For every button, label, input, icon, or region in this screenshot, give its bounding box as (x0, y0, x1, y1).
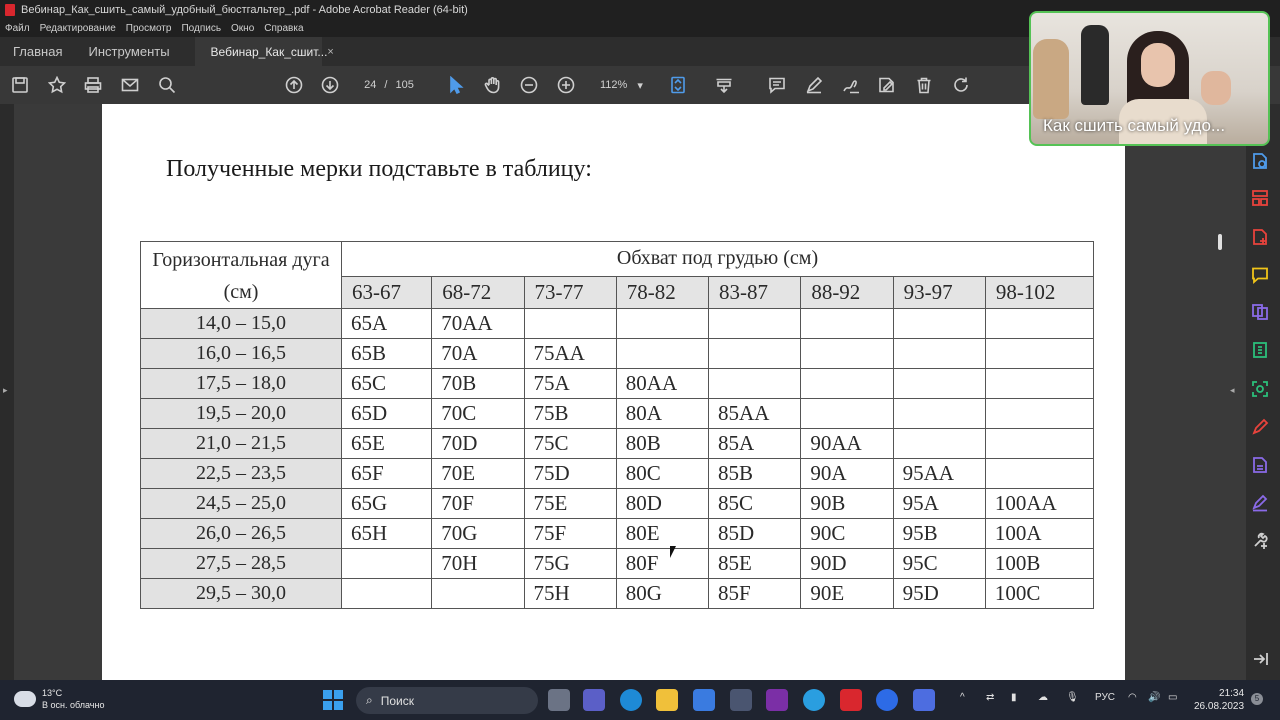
screen-tool-icon[interactable] (913, 689, 935, 711)
window-title: Вебинар_Как_сшить_самый_удобный_бюстгальтер_.pdf - Adobe Acrobat Reader (64-bit) (21, 4, 468, 16)
tray-audio-mixer-icon[interactable]: ▮ (1011, 692, 1017, 703)
highlight-icon[interactable] (804, 75, 824, 95)
menu-sign[interactable]: Подпись (181, 23, 222, 34)
table-cell: 95B (893, 519, 985, 549)
zoom-in-icon[interactable] (556, 75, 576, 95)
table-cell: 70AA (432, 309, 524, 339)
table-cell (893, 369, 985, 399)
table-cell: 65C (342, 369, 432, 399)
table-cell: 85AA (709, 399, 801, 429)
zoom-dropdown[interactable] (590, 75, 648, 95)
create-pdf-icon[interactable] (1251, 228, 1271, 248)
acrobat-app-icon (5, 4, 15, 16)
table-cell (893, 339, 985, 369)
table-row (141, 399, 1094, 429)
tab-document[interactable] (195, 37, 334, 66)
table-cell (801, 399, 893, 429)
windows-taskbar (0, 680, 1280, 720)
table-row (141, 429, 1094, 459)
edge-icon[interactable] (620, 689, 642, 711)
table-cell: 95C (893, 549, 985, 579)
sign-icon[interactable] (841, 75, 861, 95)
presenter-hand (1201, 71, 1231, 105)
table-row (141, 459, 1094, 489)
table-cell: 90E (801, 579, 893, 609)
column-header: 88-92 (801, 276, 893, 308)
edit-pdf-icon[interactable] (877, 75, 897, 95)
webcam-caption: Как сшить самый удо... (1043, 116, 1226, 135)
chevron-down-icon: ▾ (637, 79, 643, 92)
row-header: 21,0 – 21,5 (141, 429, 342, 459)
hand-tool-icon[interactable] (483, 75, 503, 95)
star-icon[interactable] (47, 75, 67, 95)
taskbar-search[interactable] (356, 687, 538, 714)
teams-icon[interactable] (583, 689, 605, 711)
column-header: 78-82 (616, 276, 708, 308)
table-cell: 75D (524, 459, 616, 489)
column-header: 83-87 (709, 276, 801, 308)
table-cell: 75B (524, 399, 616, 429)
table-row (141, 309, 1094, 339)
acrobat-taskbar-icon[interactable] (840, 689, 862, 711)
system-clock[interactable] (1194, 687, 1244, 713)
language-indicator[interactable]: РУС (1095, 692, 1116, 703)
table-cell: 65H (342, 519, 432, 549)
mouse-cursor (670, 546, 676, 558)
tray-cloud-icon[interactable]: ☁ (1038, 692, 1048, 703)
table-cell (709, 309, 801, 339)
tab-tools[interactable]: Инструменты (88, 44, 170, 59)
row-header: 22,5 – 23,5 (141, 459, 342, 489)
table-cell: 65F (342, 459, 432, 489)
task-view-icon[interactable] (548, 689, 570, 711)
mannequin-image (1033, 39, 1069, 119)
table-cell: 75C (524, 429, 616, 459)
pdf-page (102, 104, 1125, 680)
search-label: Поиск (380, 693, 414, 708)
zoom-value: 112% (600, 79, 628, 91)
table-cell: 75G (524, 549, 616, 579)
menu-help[interactable]: Справка (264, 23, 304, 34)
row-header: 16,0 – 16,5 (141, 339, 342, 369)
table-cell (985, 339, 1093, 369)
mannequin-image (1081, 25, 1109, 105)
table-cell (893, 429, 985, 459)
telegram-icon[interactable] (803, 689, 825, 711)
table-cell: 85D (709, 519, 801, 549)
row-header: 24,5 – 25,0 (141, 489, 342, 519)
table-cell: 80E (616, 519, 708, 549)
request-signature-icon[interactable] (1251, 494, 1271, 514)
page-total: 105 (395, 79, 414, 91)
row-header: 29,5 – 30,0 (141, 579, 342, 609)
table-cell: 90A (801, 459, 893, 489)
size-table (140, 241, 1094, 609)
table-cell: 85C (709, 489, 801, 519)
tray-overflow-icon[interactable]: ^ (960, 692, 965, 703)
protect-pdf-icon[interactable] (1251, 456, 1271, 476)
table-cell: 85E (709, 549, 801, 579)
table-cell: 70D (432, 429, 524, 459)
column-header: 68-72 (432, 276, 524, 308)
table-cell (985, 429, 1093, 459)
row-header: 26,0 – 26,5 (141, 519, 342, 549)
combine-files-icon[interactable] (1251, 303, 1271, 323)
weather-desc: В осн. облачно (42, 700, 105, 710)
presenter-face (1141, 43, 1175, 87)
table-cell (709, 339, 801, 369)
table-cell (616, 309, 708, 339)
left-panel-toggle-icon[interactable]: ▸ (3, 385, 8, 395)
table-cell (524, 309, 616, 339)
table-cell: 70H (432, 549, 524, 579)
table-cell: 100C (985, 579, 1093, 609)
right-panel-toggle-icon[interactable]: ◂ (1230, 385, 1235, 395)
weather-temp: 13°C (42, 688, 63, 698)
table-row (141, 519, 1094, 549)
table-cell: 65B (342, 339, 432, 369)
rotate-icon[interactable] (951, 75, 971, 95)
page-heading: Полученные мерки подставьте в таблицу: (166, 156, 592, 182)
table-cell (342, 549, 432, 579)
search-icon: ⌕ (366, 693, 373, 707)
notification-icon[interactable]: 5 (1251, 693, 1263, 705)
vertical-scrollbar-thumb[interactable] (1218, 234, 1222, 250)
volume-icon[interactable]: 🔊 (1148, 692, 1161, 703)
table-cell (342, 579, 432, 609)
page-separator: / (384, 79, 388, 91)
table-cell: 100B (985, 549, 1093, 579)
page-up-icon[interactable] (284, 75, 304, 95)
store-icon[interactable] (730, 689, 752, 711)
table-cell: 80G (616, 579, 708, 609)
table-cell: 80AA (616, 369, 708, 399)
table-cell (985, 399, 1093, 429)
save-icon[interactable] (10, 75, 30, 95)
wifi-icon[interactable]: ◠ (1128, 692, 1137, 703)
table-cell: 80C (616, 459, 708, 489)
column-header: 63-67 (342, 276, 432, 308)
row-header: 19,5 – 20,0 (141, 399, 342, 429)
weather-widget[interactable] (14, 687, 104, 711)
table-cell: 75AA (524, 339, 616, 369)
table-cell (985, 369, 1093, 399)
zoom-app-icon[interactable] (876, 689, 898, 711)
table-cell: 70A (432, 339, 524, 369)
page-down-icon[interactable] (320, 75, 340, 95)
print-icon[interactable] (83, 75, 103, 95)
table-row (141, 549, 1094, 579)
table-cell: 80A (616, 399, 708, 429)
scan-ocr-icon[interactable] (1251, 380, 1271, 400)
table-row (141, 579, 1094, 609)
table-cell: 75F (524, 519, 616, 549)
page-layout-icon[interactable] (714, 75, 734, 95)
menu-file[interactable]: Файл (5, 23, 30, 34)
column-header: 98-102 (985, 276, 1093, 308)
webcam-overlay (1029, 11, 1270, 146)
table-cell (893, 309, 985, 339)
table-cell: 65A (342, 309, 432, 339)
row-header: 17,5 – 18,0 (141, 369, 342, 399)
menu-window[interactable]: Окно (231, 23, 255, 34)
delete-icon[interactable] (914, 75, 934, 95)
table-row (141, 369, 1094, 399)
table-cell: 70G (432, 519, 524, 549)
clock-date: 26.08.2023 (1194, 701, 1245, 712)
microphone-icon[interactable]: 🎙 (1066, 692, 1079, 703)
table-cell: 85F (709, 579, 801, 609)
page-current[interactable]: 24 (364, 79, 377, 91)
column-header: 93-97 (893, 276, 985, 308)
menu-edit[interactable]: Редактирование (39, 23, 116, 34)
notes-icon[interactable] (693, 689, 715, 711)
table-row (141, 339, 1094, 369)
tray-sync-icon[interactable]: ⇄ (986, 692, 995, 703)
word-app-icon[interactable] (766, 689, 788, 711)
organize-pages-icon[interactable] (1251, 189, 1271, 209)
fit-page-icon[interactable] (668, 75, 688, 95)
export-pdf-icon[interactable] (1251, 152, 1271, 172)
menu-view[interactable]: Просмотр (125, 23, 172, 34)
table-cell: 75A (524, 369, 616, 399)
table-row (141, 489, 1094, 519)
tab-home[interactable]: Главная (13, 44, 63, 59)
table-cell: 65E (342, 429, 432, 459)
table-cell: 95AA (893, 459, 985, 489)
battery-icon[interactable]: ▭ (1168, 692, 1178, 703)
comment-icon[interactable] (767, 75, 787, 95)
select-cursor-icon[interactable] (446, 75, 466, 95)
tab-close-icon[interactable]: × (327, 45, 334, 58)
table-cell (893, 399, 985, 429)
email-icon[interactable] (120, 75, 140, 95)
table-cell: 70C (432, 399, 524, 429)
table-cell: 80D (616, 489, 708, 519)
table-cell: 75H (524, 579, 616, 609)
table-cell: 65G (342, 489, 432, 519)
table-cell (432, 579, 524, 609)
collapse-panel-icon[interactable] (1251, 650, 1271, 670)
table-cell: 90C (801, 519, 893, 549)
row-header: 14,0 – 15,0 (141, 309, 342, 339)
table-group-header: Обхват под грудью (см) (342, 242, 1094, 277)
table-cell (985, 459, 1093, 489)
table-cell: 65D (342, 399, 432, 429)
row-header: 27,5 – 28,5 (141, 549, 342, 579)
page-number-field[interactable] (356, 75, 422, 95)
table-cell: 100A (985, 519, 1093, 549)
table-cell: 80F (616, 549, 708, 579)
table-cell: 95A (893, 489, 985, 519)
tab-document-label: Вебинар_Как_сшит... (210, 44, 328, 59)
fill-sign-icon[interactable] (1251, 418, 1271, 438)
table-cell (985, 309, 1093, 339)
start-button[interactable] (323, 690, 343, 710)
table-cell (801, 309, 893, 339)
table-cell (801, 339, 893, 369)
table-cell: 90D (801, 549, 893, 579)
clock-time: 21:34 (1219, 688, 1245, 699)
table-corner-header: Горизонтальная дуга (см) (141, 242, 342, 309)
table-cell: 70F (432, 489, 524, 519)
table-cell: 80B (616, 429, 708, 459)
table-cell: 70B (432, 369, 524, 399)
file-explorer-icon[interactable] (656, 689, 678, 711)
table-cell (709, 369, 801, 399)
table-cell (801, 369, 893, 399)
zoom-out-icon[interactable] (519, 75, 539, 95)
table-cell (616, 339, 708, 369)
table-cell: 95D (893, 579, 985, 609)
table-cell: 90B (801, 489, 893, 519)
table-cell: 85A (709, 429, 801, 459)
table-cell: 100AA (985, 489, 1093, 519)
find-icon[interactable] (157, 75, 177, 95)
table-cell: 90AA (801, 429, 893, 459)
cloud-icon (14, 691, 36, 707)
comment-tool-icon[interactable] (1251, 266, 1271, 286)
table-cell: 70E (432, 459, 524, 489)
compress-pdf-icon[interactable] (1251, 341, 1271, 361)
table-cell: 85B (709, 459, 801, 489)
table-cell: 75E (524, 489, 616, 519)
more-tools-icon[interactable] (1251, 532, 1271, 552)
column-header: 73-77 (524, 276, 616, 308)
